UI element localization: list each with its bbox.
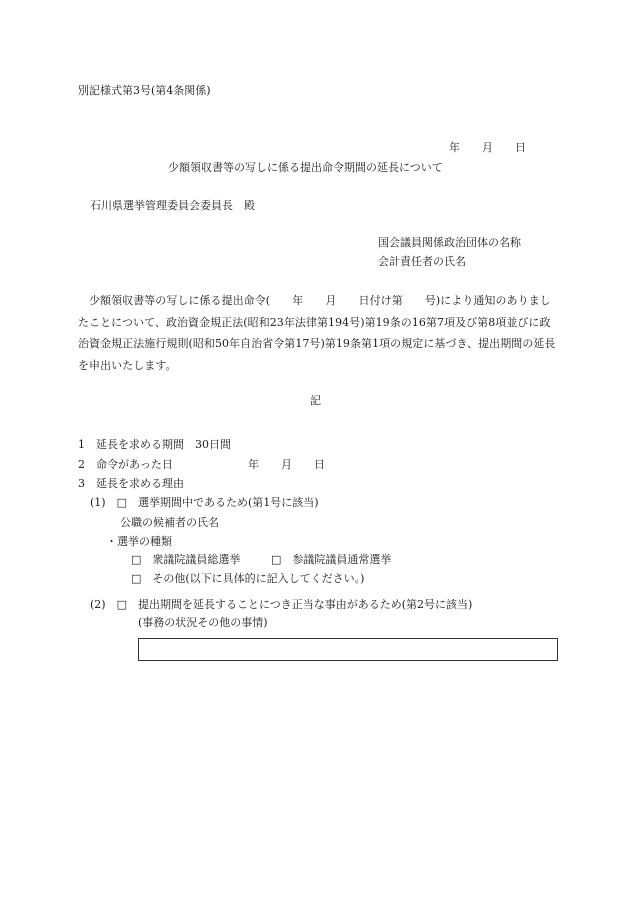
item-extension-period: 1 延長を求める期間 30日間 (78, 438, 231, 451)
item-order-date: 年 月 日 (248, 458, 325, 471)
treasurer-name-label: 会計責任者の氏名 (378, 255, 466, 268)
date-line: 年 月 日 (449, 141, 526, 154)
election-general-checkbox: □ 衆議院議員総選挙 (131, 553, 241, 566)
candidate-name-label: 公職の候補者の氏名 (120, 516, 219, 529)
form-label: 別記様式第3号(第4条関係) (78, 84, 211, 97)
item-reason-heading: 3 延長を求める理由 (78, 477, 184, 490)
election-type-label: ・選挙の種類 (106, 535, 172, 548)
addressee: 石川県選挙管理委員会委員長 殿 (90, 199, 255, 212)
reason-entry-box (138, 638, 558, 661)
document-title: 少額領収書等の写しに係る提出命令期間の延長について (168, 161, 443, 174)
election-councillors-checkbox: □ 参議院議員通常選挙 (271, 553, 392, 566)
item-order-date-label: 2 命令があった日 (78, 458, 173, 471)
body-paragraph: 少額領収書等の写しに係る提出命令( 年 月 日付け第 号)により通知のありましたことについて、政治資金規正法(昭和23年法律第194号)第19条の16第7項及び第8項並びに政治資金規正法施行規則(昭和50年自治省令第17号)第19条第1項の規定に基づき、提出期間の延長を申出いたします。 (78, 294, 556, 372)
org-name-label: 国会議員関係政治団体の名称 (378, 236, 521, 249)
ki-heading: 記 (310, 394, 321, 407)
reason-justifiable-cause: (2) □ 提出期間を延長することにつき正当な事由があるため(第2号に該当) (90, 598, 473, 611)
election-other-checkbox: □ その他(以下に具体的に記入してください。) (131, 572, 365, 585)
reason-note: (事務の状況その他の事情) (138, 616, 268, 629)
reason-election-period: (1) □ 選挙期間中であるため(第1号に該当) (90, 496, 319, 509)
